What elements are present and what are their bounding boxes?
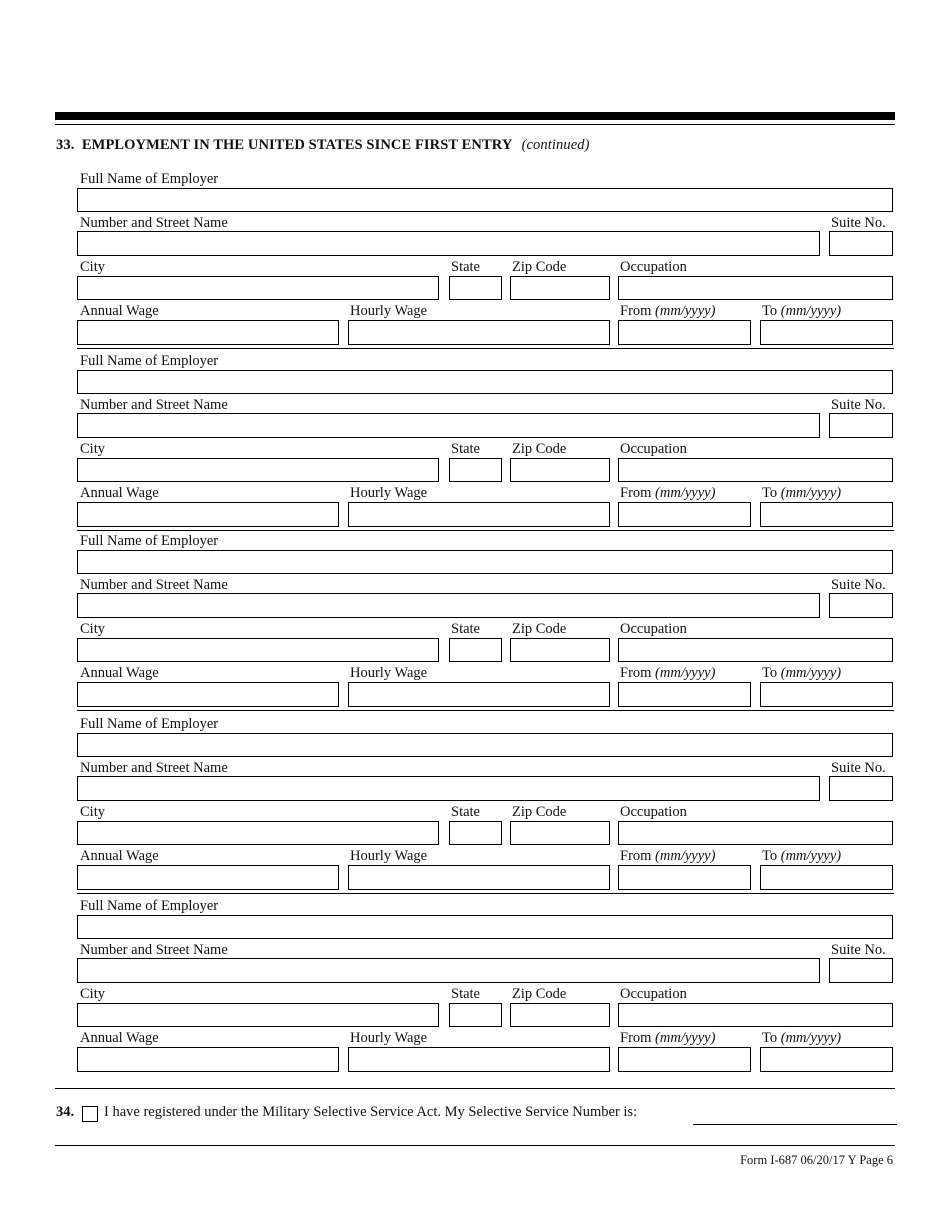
- suite-field[interactable]: [829, 593, 893, 618]
- zip-field[interactable]: [510, 1003, 610, 1027]
- employer-name-field[interactable]: [77, 188, 893, 212]
- city-label: City: [80, 259, 105, 275]
- from-date-field[interactable]: [618, 1047, 751, 1072]
- occupation-label: Occupation: [620, 621, 687, 637]
- to-text: To: [762, 665, 778, 681]
- state-field[interactable]: [449, 638, 502, 662]
- state-field[interactable]: [449, 458, 502, 482]
- annual-wage-label: Annual Wage: [80, 485, 159, 501]
- section-heading: EMPLOYMENT IN THE UNITED STATES SINCE FIRST ENTRY: [81, 137, 512, 153]
- annual-wage-label: Annual Wage: [80, 303, 159, 319]
- city-field[interactable]: [77, 1003, 439, 1027]
- from-date-field[interactable]: [618, 865, 751, 890]
- from-date-field[interactable]: [618, 502, 751, 527]
- top-thick-rule: [55, 112, 895, 120]
- zip-field[interactable]: [510, 276, 610, 300]
- to-label: [762, 664, 841, 682]
- from-text: From: [620, 848, 652, 864]
- form-footer: Form I-687 06/20/17 Y Page 6: [740, 1153, 893, 1167]
- street-field[interactable]: [77, 413, 820, 438]
- state-label: State: [451, 259, 480, 275]
- date-format-hint: (mm/yyyy): [780, 303, 842, 319]
- zip-field[interactable]: [510, 821, 610, 845]
- suite-field[interactable]: [829, 231, 893, 256]
- occupation-field[interactable]: [618, 1003, 893, 1027]
- block-separator: [77, 530, 894, 531]
- selective-service-checkbox[interactable]: [82, 1106, 98, 1122]
- hourly-wage-label: Hourly Wage: [350, 303, 428, 319]
- section-number: 33.: [56, 137, 75, 153]
- suite-label: Suite No.: [831, 577, 886, 593]
- to-label: [762, 302, 841, 320]
- city-label: City: [80, 621, 105, 637]
- annual-wage-field[interactable]: [77, 502, 339, 527]
- state-field[interactable]: [449, 276, 502, 300]
- date-format-hint: (mm/yyyy): [780, 848, 842, 864]
- to-text: To: [762, 303, 778, 319]
- selective-service-number-field[interactable]: [693, 1105, 897, 1125]
- occupation-label: Occupation: [620, 804, 687, 820]
- state-field[interactable]: [449, 821, 502, 845]
- city-field[interactable]: [77, 638, 439, 662]
- annual-wage-field[interactable]: [77, 865, 339, 890]
- street-label: Number and Street Name: [80, 942, 228, 958]
- hourly-wage-field[interactable]: [348, 1047, 610, 1072]
- to-label: [762, 1029, 841, 1047]
- employer-name-field[interactable]: [77, 733, 893, 757]
- street-label: Number and Street Name: [80, 760, 228, 776]
- block-separator: [77, 893, 894, 894]
- employer-name-label: Full Name of Employer: [80, 716, 219, 732]
- date-format-hint: (mm/yyyy): [780, 665, 842, 681]
- from-text: From: [620, 485, 652, 501]
- hourly-wage-label: Hourly Wage: [350, 485, 428, 501]
- occupation-label: Occupation: [620, 441, 687, 457]
- q34-top-rule: [55, 1088, 895, 1089]
- hourly-wage-field[interactable]: [348, 320, 610, 345]
- from-text: From: [620, 1030, 652, 1046]
- street-field[interactable]: [77, 958, 820, 983]
- hourly-wage-label: Hourly Wage: [350, 848, 428, 864]
- to-date-field[interactable]: [760, 320, 893, 345]
- to-text: To: [762, 848, 778, 864]
- to-date-field[interactable]: [760, 1047, 893, 1072]
- to-date-field[interactable]: [760, 682, 893, 707]
- street-field[interactable]: [77, 593, 820, 618]
- from-label: [620, 664, 715, 682]
- zip-label: Zip Code: [512, 259, 567, 275]
- annual-wage-field[interactable]: [77, 320, 339, 345]
- to-label: [762, 847, 841, 865]
- to-date-field[interactable]: [760, 865, 893, 890]
- street-label: Number and Street Name: [80, 215, 228, 231]
- zip-field[interactable]: [510, 638, 610, 662]
- state-label: State: [451, 441, 480, 457]
- employer-name-field[interactable]: [77, 550, 893, 574]
- state-field[interactable]: [449, 1003, 502, 1027]
- city-field[interactable]: [77, 276, 439, 300]
- occupation-label: Occupation: [620, 986, 687, 1002]
- block-separator: [77, 348, 894, 349]
- occupation-field[interactable]: [618, 638, 893, 662]
- from-label: [620, 847, 715, 865]
- footer-rule: [55, 1145, 895, 1146]
- to-label: [762, 484, 841, 502]
- block-separator: [77, 710, 894, 711]
- city-field[interactable]: [77, 458, 439, 482]
- from-label: [620, 1029, 715, 1047]
- employer-name-field[interactable]: [77, 915, 893, 939]
- hourly-wage-field[interactable]: [348, 682, 610, 707]
- q34-number: 34.: [56, 1104, 75, 1120]
- employer-name-label: Full Name of Employer: [80, 898, 219, 914]
- to-text: To: [762, 485, 778, 501]
- date-format-hint: (mm/yyyy): [780, 485, 842, 501]
- date-format-hint: (mm/yyyy): [655, 303, 716, 319]
- zip-label: Zip Code: [512, 621, 567, 637]
- date-format-hint: (mm/yyyy): [655, 485, 716, 501]
- occupation-field[interactable]: [618, 458, 893, 482]
- suite-label: Suite No.: [831, 942, 886, 958]
- date-format-hint: (mm/yyyy): [655, 665, 716, 681]
- date-format-hint: (mm/yyyy): [780, 1030, 842, 1046]
- city-field[interactable]: [77, 821, 439, 845]
- to-text: To: [762, 1030, 778, 1046]
- occupation-field[interactable]: [618, 821, 893, 845]
- occupation-field[interactable]: [618, 276, 893, 300]
- from-date-field[interactable]: [618, 320, 751, 345]
- employer-name-field[interactable]: [77, 370, 893, 394]
- zip-label: Zip Code: [512, 986, 567, 1002]
- from-label: [620, 302, 715, 320]
- city-label: City: [80, 986, 105, 1002]
- from-label: [620, 484, 715, 502]
- suite-field[interactable]: [829, 413, 893, 438]
- suite-label: Suite No.: [831, 760, 886, 776]
- suite-field[interactable]: [829, 776, 893, 801]
- from-text: From: [620, 665, 652, 681]
- annual-wage-label: Annual Wage: [80, 665, 159, 681]
- date-format-hint: (mm/yyyy): [655, 1030, 716, 1046]
- suite-label: Suite No.: [831, 397, 886, 413]
- occupation-label: Occupation: [620, 259, 687, 275]
- hourly-wage-label: Hourly Wage: [350, 665, 428, 681]
- street-label: Number and Street Name: [80, 397, 228, 413]
- hourly-wage-field[interactable]: [348, 502, 610, 527]
- to-date-field[interactable]: [760, 502, 893, 527]
- annual-wage-label: Annual Wage: [80, 1030, 159, 1046]
- hourly-wage-field[interactable]: [348, 865, 610, 890]
- state-label: State: [451, 986, 480, 1002]
- street-field[interactable]: [77, 776, 820, 801]
- employer-name-label: Full Name of Employer: [80, 533, 219, 549]
- street-field[interactable]: [77, 231, 820, 256]
- zip-label: Zip Code: [512, 804, 567, 820]
- from-text: From: [620, 303, 652, 319]
- annual-wage-field[interactable]: [77, 1047, 339, 1072]
- annual-wage-field[interactable]: [77, 682, 339, 707]
- city-label: City: [80, 804, 105, 820]
- from-date-field[interactable]: [618, 682, 751, 707]
- suite-label: Suite No.: [831, 215, 886, 231]
- employer-name-label: Full Name of Employer: [80, 353, 219, 369]
- top-thin-rule: [55, 124, 895, 125]
- annual-wage-label: Annual Wage: [80, 848, 159, 864]
- state-label: State: [451, 621, 480, 637]
- city-label: City: [80, 441, 105, 457]
- zip-field[interactable]: [510, 458, 610, 482]
- zip-label: Zip Code: [512, 441, 567, 457]
- employer-name-label: Full Name of Employer: [80, 171, 219, 187]
- date-format-hint: (mm/yyyy): [655, 848, 716, 864]
- section-continued: (continued): [521, 137, 590, 153]
- suite-field[interactable]: [829, 958, 893, 983]
- street-label: Number and Street Name: [80, 577, 228, 593]
- hourly-wage-label: Hourly Wage: [350, 1030, 428, 1046]
- q34-text: I have registered under the Military Selective Service Act. My Selective Service Number is:: [104, 1104, 638, 1120]
- section-33-title: [56, 137, 590, 154]
- state-label: State: [451, 804, 480, 820]
